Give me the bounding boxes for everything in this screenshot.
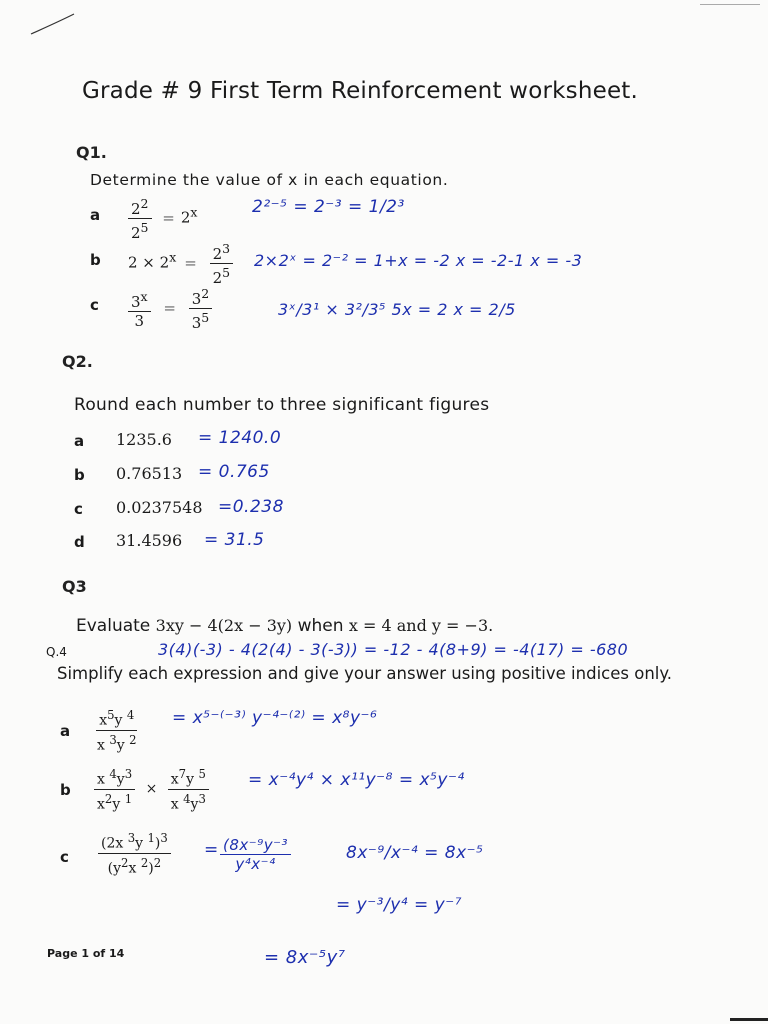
q4-heading: Q.4 [46, 645, 67, 659]
q2-d-question: 31.4596 [116, 531, 183, 550]
q2-b-answer: = 0.765 [198, 462, 270, 482]
page-title: Grade # 9 First Term Reinforcement worksheet. [82, 78, 639, 104]
q4-b-letter: b [60, 781, 71, 799]
q2-d-letter: d [74, 533, 85, 551]
q1-a-letter: a [90, 206, 101, 224]
q1-c-question: $\frac{3^x}{3}$ = $\frac{3^2}{3^5}$ [128, 285, 212, 332]
q2-a-letter: a [74, 432, 85, 450]
q2-c-letter: c [74, 500, 83, 518]
page-footer: Page 1 of 14 [47, 947, 125, 960]
q1-c-answer: 3ˣ/3¹ × 3²/3⁵ 5x = 2 x = 2/5 [278, 300, 516, 319]
q2-c-question: 0.0237548 [116, 498, 203, 517]
q1-b-question: $2 \times 2^x$ = $\frac{2^3}{2^5}$ [128, 240, 233, 287]
q1-heading: Q1. [76, 143, 107, 162]
q4-instruction: Simplify each expression and give your answer using positive indices only. [57, 664, 673, 683]
q4-b-answer: = x⁻⁴y⁴ × x¹¹y⁻⁸ = x⁵y⁻⁴ [248, 770, 465, 790]
q1-c-letter: c [90, 296, 99, 314]
scan-edge-line [700, 4, 760, 5]
q4-a-letter: a [60, 722, 71, 740]
q1-b-letter: b [90, 251, 101, 269]
q4-c-letter: c [60, 848, 69, 866]
q4-a-answer: = x⁵⁻⁽⁻³⁾ y⁻⁴⁻⁽²⁾ = x⁸y⁻⁶ [172, 708, 378, 728]
q3-condition: x = 4 and y = −3. [348, 616, 494, 635]
q3-instruction [76, 616, 493, 636]
q4-b-question: $\frac{x ^4y^3}{x^2y ^1}$ × $\frac{x^7y ^5}{x ^4y^3}$ [94, 765, 209, 813]
q4-c-working-fraction: $\frac{\text{(8x⁻⁹y⁻³}}{\text{y⁴x⁻⁴}}$ [220, 836, 291, 873]
q2-b-letter: b [74, 466, 85, 484]
q3-heading: Q3 [62, 577, 87, 596]
q4-c-equals: = [204, 840, 219, 860]
scan-edge-bottom [730, 1018, 768, 1021]
q1-a-question: $\frac{2^2}{2^5}$ = $2^x$ [128, 195, 197, 242]
q4-c-answer1: 8x⁻⁹/x⁻⁴ = 8x⁻⁵ [346, 843, 484, 863]
pen-mark [28, 12, 78, 38]
q2-c-answer: =0.238 [218, 497, 284, 517]
q1-b-answer: 2×2ˣ = 2⁻² = 1+x = -2 x = -2-1 x = -3 [254, 251, 583, 270]
q1-a-answer: 2²⁻⁵ = 2⁻³ = 1/2³ [252, 197, 405, 217]
q4-a-question: $\frac{x^5y ^4}{x ^3y ^2}$ [97, 708, 137, 754]
q2-heading: Q2. [62, 352, 93, 371]
q4-c-answer3: = 8x⁻⁵y⁷ [264, 947, 346, 968]
q2-instruction: Round each number to three significant figures [74, 395, 490, 415]
q4-c-answer2: = y⁻³/y⁴ = y⁻⁷ [336, 895, 462, 915]
q3-expression: 3xy − 4(2x − 3y) [155, 616, 293, 635]
q3-instruction-mid: when [297, 616, 344, 636]
q1-instruction: Determine the value of x in each equation. [90, 171, 449, 189]
q3-instruction-prefix: Evaluate [76, 616, 151, 636]
q2-a-answer: = 1240.0 [198, 428, 282, 448]
q2-a-question: 1235.6 [116, 430, 172, 449]
q4-c-question: $\frac{(2x ^3y ^1)^3}{(y^2x ^2)^2}$ [98, 829, 171, 877]
q2-d-answer: = 31.5 [204, 530, 265, 550]
q3-answer: 3(4)(-3) - 4(2(4) - 3(-3)) = -12 - 4(8+9) = -4(17) = -680 [158, 640, 629, 659]
q2-b-question: 0.76513 [116, 464, 183, 483]
